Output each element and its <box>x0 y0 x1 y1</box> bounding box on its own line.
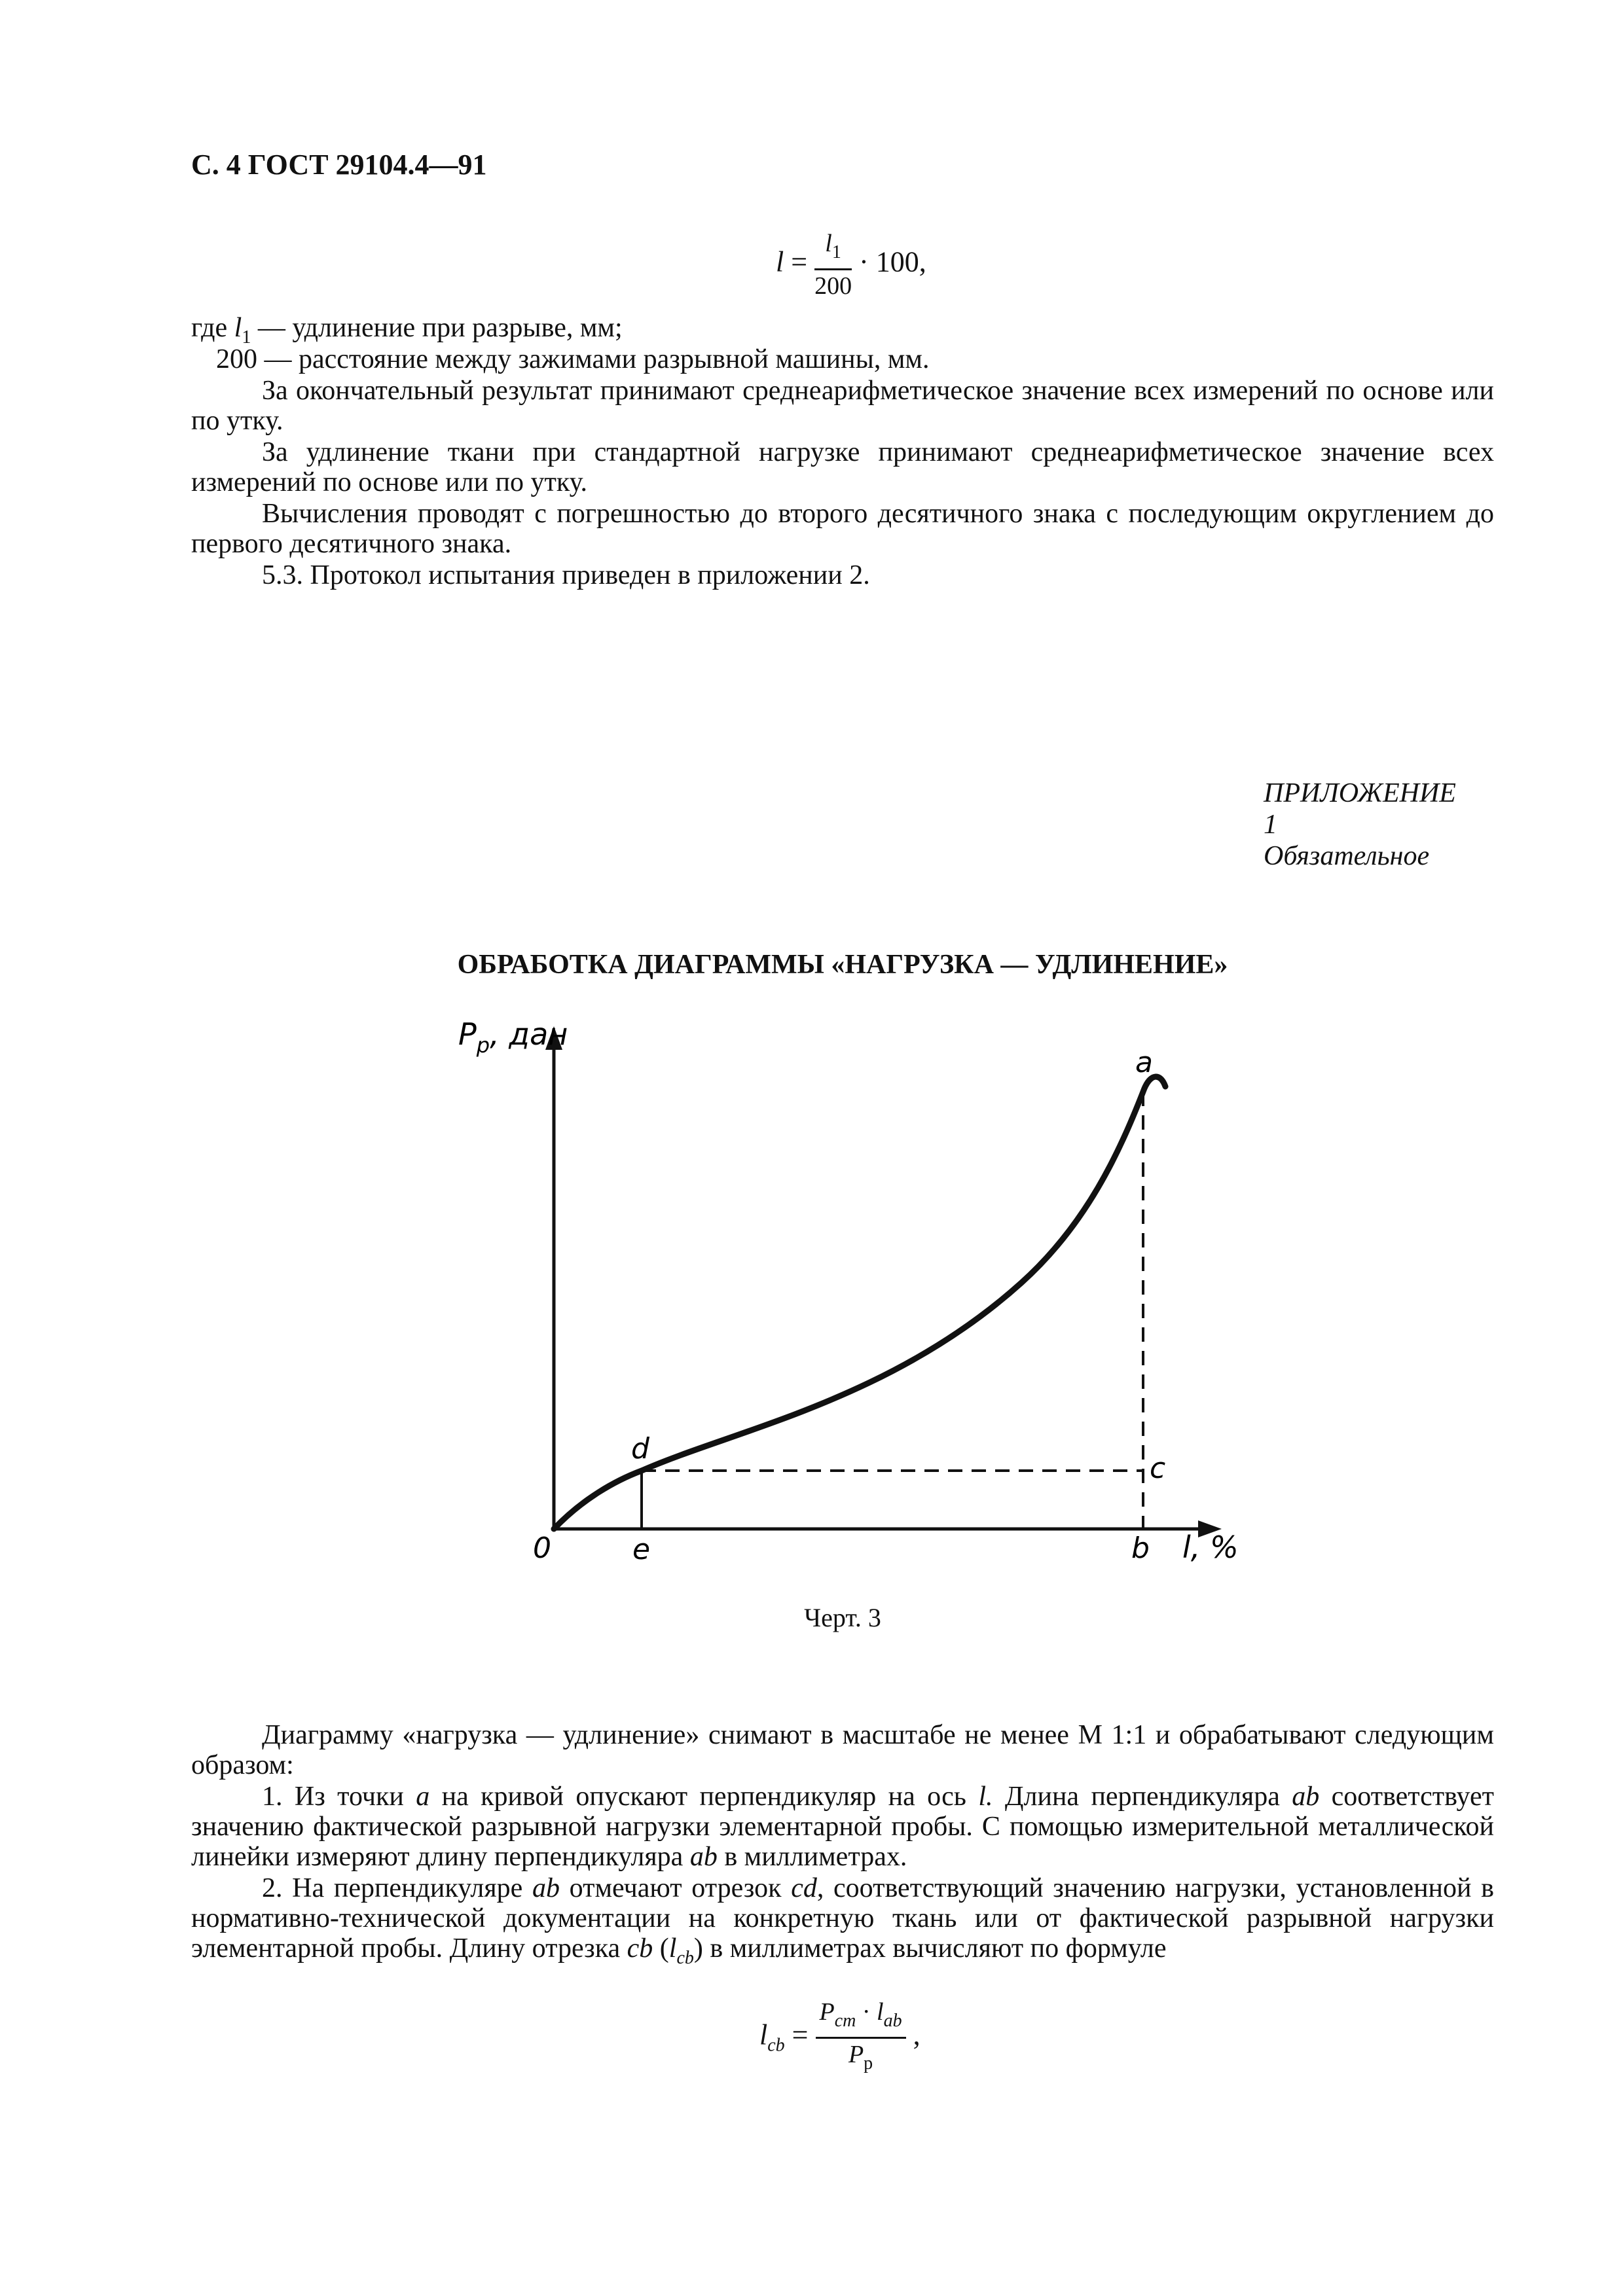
figure-caption: Черт. 3 <box>804 1603 881 1632</box>
formula2-numerator: $P_{cm} \cdot l_{ab}$ <box>816 1998 906 2039</box>
page-header: С. 4 ГОСТ 29104.4—91 <box>191 149 487 181</box>
point-e-label: e <box>632 1533 651 1566</box>
paragraph-2: За удлинение ткани при стандартной нагрузке принимают среднеарифметическое значение всех измерений по основе или по утку. <box>191 437 1494 497</box>
appendix-label: ПРИЛОЖЕНИЕ 1 <box>1264 778 1456 840</box>
origin-label: 0 <box>533 1532 551 1565</box>
formula-numerator: $l_1$ <box>814 229 852 270</box>
segment-length-formula: $l_{cb}$ = $\frac{P_{cm} \cdot l_{ab}}{P_p}$ , <box>759 1998 921 2078</box>
paragraph-3: Вычисления проводят с погрешностью до второго десятичного знака с последующим округлением до первого десятичного знака. <box>191 499 1494 559</box>
appendix-status: Обязательное <box>1264 841 1430 871</box>
point-b-label: b <box>1131 1532 1150 1565</box>
formula-rest: · 100, <box>859 245 926 278</box>
formula2-fraction <box>816 1998 906 2078</box>
where-line-1: где $l_1$ — удлинение при разрыве, мм; <box>191 313 623 348</box>
figure-title: ОБРАБОТКА ДИАГРАММЫ «НАГРУЗКА — УДЛИНЕНИЕ» <box>457 950 1228 980</box>
formula2-denominator: $P_p$ <box>848 2041 873 2073</box>
paragraph-5: Диаграмму «нагрузка — удлинение» снимают в масштабе не менее М 1:1 и обрабатывают следующим образом: <box>191 1720 1494 1780</box>
list-item-1: 1. Из точки a на кривой опускают перпендикуляр на ось l. Длина перпендикуляра ab соответствует значению фактической разрывной нагрузки элементарной пробы. С помощью измерительной металлической линейки измеряют длину перпендикуляра ab в миллиметрах. <box>191 1782 1495 1872</box>
formula-denominator: 200 <box>814 272 852 300</box>
point-c-label: c <box>1150 1452 1166 1485</box>
point-d-label: d <box>631 1432 649 1465</box>
point-a-label: a <box>1135 1046 1153 1079</box>
formula-lhs: l <box>776 245 784 278</box>
where-line-2: 200 — расстояние между зажимами разрывной машины, мм. <box>216 344 930 374</box>
list-item-2: 2. На перпендикуляре ab отмечают отрезок cd, соответствующий значению нагрузки, установленной в нормативно-технической документации на конкретную ткань или от фактической разрывной нагрузки элементарной пробы. Длину отрезка cb $(l_{cb})$ в миллиметрах вычисляют по формуле <box>191 1873 1495 1968</box>
x-axis-label: l, % <box>1182 1530 1239 1565</box>
formula-eq: = <box>791 245 808 278</box>
y-axis-label: $P_p$, дан <box>458 1016 568 1058</box>
paragraph-4: 5.3. Протокол испытания приведен в приложении 2. <box>262 560 870 590</box>
paragraph-1: За окончательный результат принимают среднеарифметическое значение всех измерений по основе или по утку. <box>191 376 1494 436</box>
